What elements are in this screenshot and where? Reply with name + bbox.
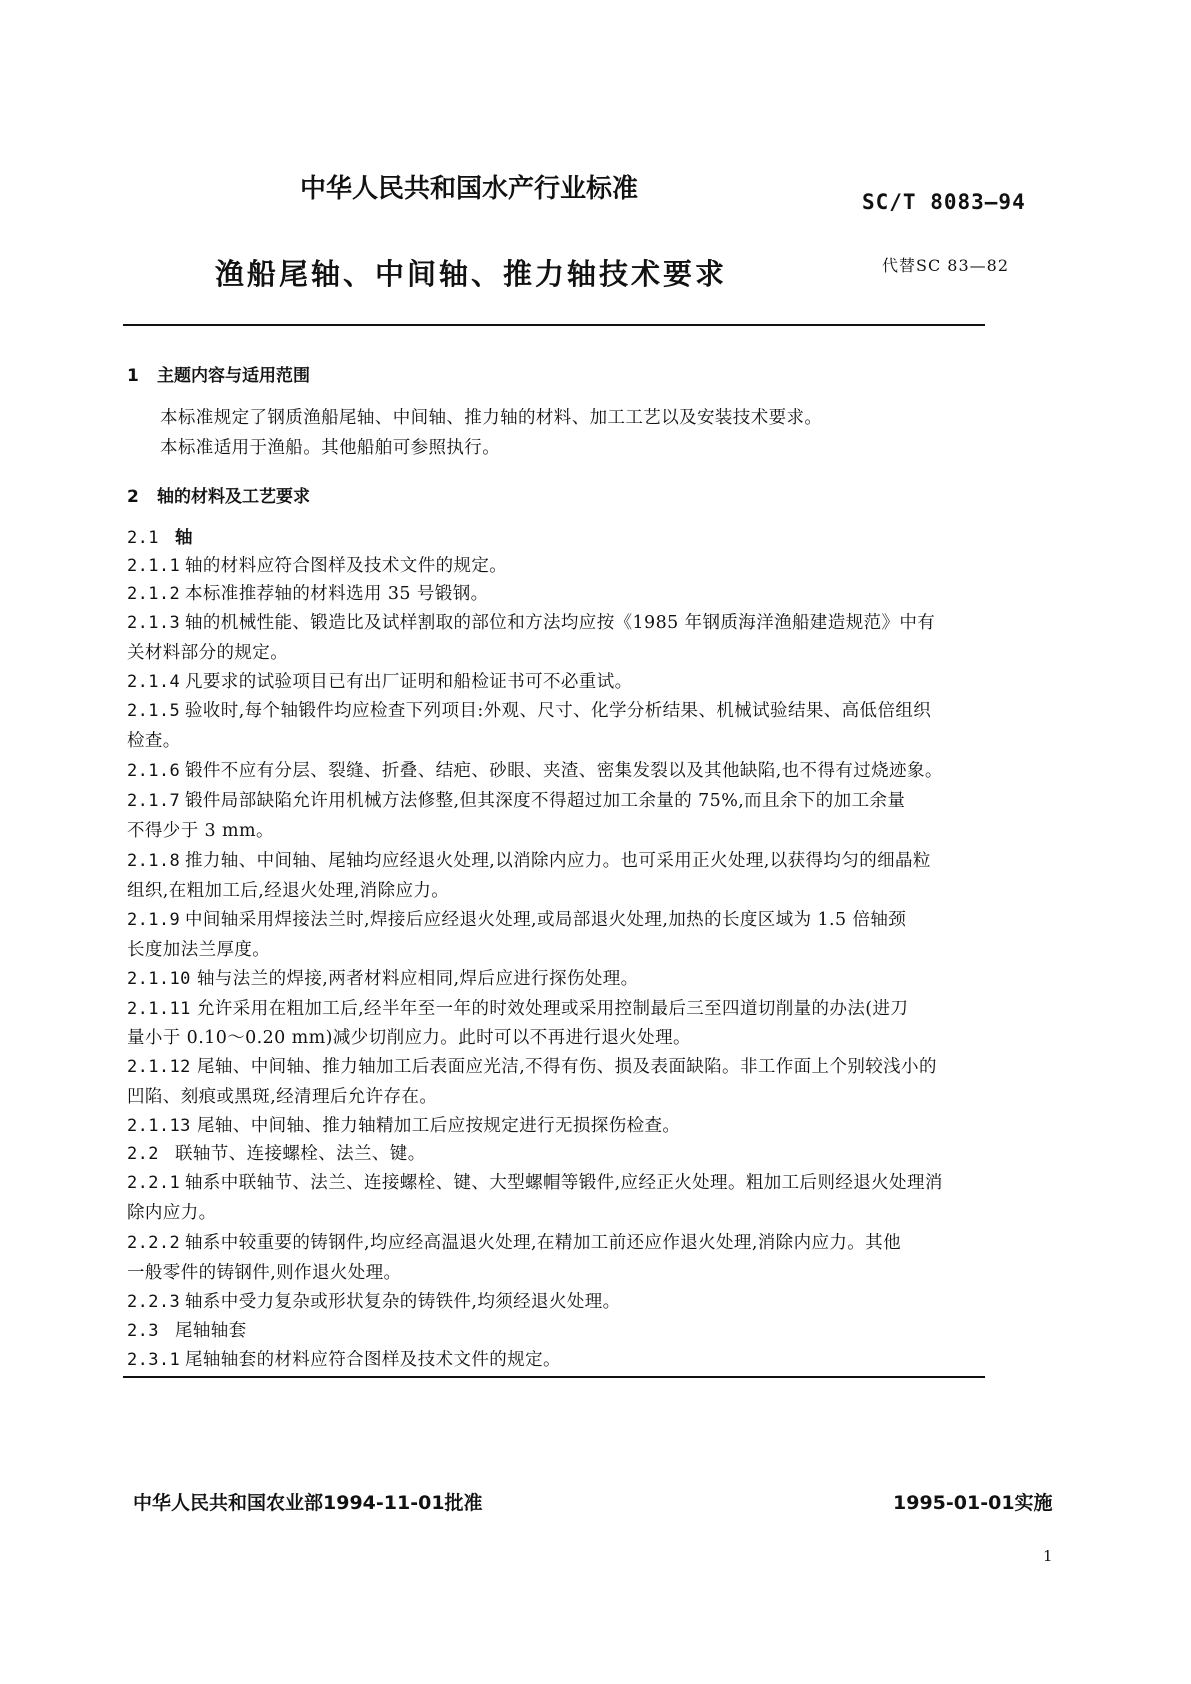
clause-2-2-2-continued: 一般零件的铸钢件,则作退火处理。 bbox=[127, 1263, 402, 1283]
clause-2-1-13 bbox=[127, 1112, 680, 1137]
clause-2-1-6 bbox=[127, 757, 943, 782]
clause-number: 2.1.2 bbox=[127, 584, 181, 604]
clause-text: 尾轴轴套的材料应符合图样及技术文件的规定。 bbox=[185, 1350, 561, 1370]
clause-text: 验收时,每个轴锻件均应检查下列项目:外观、尺寸、化学分析结果、机械试验结果、高低倍组织 bbox=[185, 701, 932, 721]
clause-number: 2.1.9 bbox=[127, 910, 181, 930]
clause-text: 尾轴、中间轴、推力轴精加工后应按规定进行无损探伤检查。 bbox=[197, 1116, 681, 1136]
clause-text: 凡要求的试验项目已有出厂证明和船检证书可不必重试。 bbox=[185, 672, 633, 692]
clause-text: 锻件不应有分层、裂缝、折叠、结疤、砂眼、夹渣、密集发裂以及其他缺陷,也不得有过烧迹象。 bbox=[185, 761, 943, 781]
clause-2-1-4 bbox=[127, 668, 633, 693]
clause-text: 轴的机械性能、锻造比及试样割取的部位和方法均应按《1985 年钢质海洋渔船建造规范》中有 bbox=[185, 613, 936, 633]
clause-2-2 bbox=[127, 1140, 426, 1165]
clause-text: 锻件局部缺陷允许用机械方法修整,但其深度不得超过加工余量的 75%,而且余下的加工余量 bbox=[185, 791, 906, 811]
clause-text: 轴与法兰的焊接,两者材料应相同,焊后应进行探伤处理。 bbox=[197, 969, 639, 989]
page-number: 1 bbox=[1043, 1547, 1053, 1565]
clause-number: 2.1 bbox=[127, 528, 159, 548]
footer-divider bbox=[123, 1376, 985, 1378]
clause-number: 2.1.11 bbox=[127, 999, 191, 1019]
clause-2-1-12 bbox=[127, 1053, 937, 1078]
section-number: 1 bbox=[127, 366, 139, 386]
clause-number: 2.1.12 bbox=[127, 1057, 191, 1077]
replaces-standard: 代替SC 83—82 bbox=[882, 256, 1010, 275]
clause-number: 2.1.3 bbox=[127, 613, 181, 633]
clause-number: 2.2.2 bbox=[127, 1233, 181, 1253]
section-1-paragraph: 本标准适用于渔船。其他船舶可参照执行。 bbox=[160, 438, 501, 458]
clause-2-1-12-continued: 凹陷、刻痕或黑斑,经清理后允许存在。 bbox=[127, 1087, 438, 1107]
section-number: 2 bbox=[127, 487, 139, 507]
clause-text: 推力轴、中间轴、尾轴均应经退火处理,以消除内应力。也可采用正火处理,以获得均匀的细晶粒 bbox=[185, 851, 931, 871]
clause-number: 2.1.6 bbox=[127, 761, 181, 781]
clause-text: 尾轴轴套 bbox=[175, 1321, 247, 1341]
document-title: 渔船尾轴、中间轴、推力轴技术要求 bbox=[215, 257, 728, 291]
section-1-paragraph: 本标准规定了钢质渔船尾轴、中间轴、推力轴的材料、加工工艺以及安装技术要求。 bbox=[160, 408, 823, 428]
clause-2-2-2 bbox=[127, 1229, 901, 1254]
section-title: 轴的材料及工艺要求 bbox=[157, 487, 310, 507]
clause-number: 2.1.5 bbox=[127, 701, 181, 721]
clause-2-1-3 bbox=[127, 609, 935, 634]
clause-number: 2.2.3 bbox=[127, 1292, 181, 1312]
clause-2-1-5-continued: 检查。 bbox=[127, 731, 181, 751]
clause-2-1 bbox=[127, 524, 193, 549]
section-title: 主题内容与适用范围 bbox=[157, 366, 310, 386]
clause-text: 中间轴采用焊接法兰时,焊接后应经退火处理,或局部退火处理,加热的长度区域为 1.5 倍轴颈 bbox=[185, 910, 907, 930]
clause-2-2-1-continued: 除内应力。 bbox=[127, 1203, 217, 1223]
clause-text: 轴的材料应符合图样及技术文件的规定。 bbox=[185, 556, 508, 576]
clause-text: 轴系中较重要的铸钢件,均应经高温退火处理,在精加工前还应作退火处理,消除内应力。其他 bbox=[185, 1233, 901, 1253]
clause-2-2-3 bbox=[127, 1288, 621, 1313]
clause-number: 2.1.8 bbox=[127, 851, 181, 871]
clause-2-2-1 bbox=[127, 1169, 943, 1194]
section-1-heading bbox=[127, 361, 310, 386]
clause-text: 联轴节、连接螺栓、法兰、键。 bbox=[175, 1144, 426, 1164]
clause-2-1-2 bbox=[127, 580, 489, 605]
clause-text: 允许采用在粗加工后,经半年至一年的时效处理或采用控制最后三至四道切削量的办法(进刀 bbox=[197, 999, 909, 1019]
approval-line: 中华人民共和国农业部1994-11-01批准 bbox=[133, 1492, 483, 1514]
clause-2-1-1 bbox=[127, 552, 507, 577]
clause-2-1-5 bbox=[127, 697, 931, 722]
clause-text: 尾轴、中间轴、推力轴加工后表面应光洁,不得有伤、损及表面缺陷。非工作面上个别较浅小的 bbox=[197, 1057, 937, 1077]
standard-code: SC/T 8083—94 bbox=[862, 190, 1026, 214]
clause-number: 2.3 bbox=[127, 1321, 159, 1341]
clause-2-1-9-continued: 长度加法兰厚度。 bbox=[127, 940, 271, 960]
clause-number: 2.3.1 bbox=[127, 1350, 181, 1370]
clause-number: 2.1.10 bbox=[127, 969, 191, 989]
clause-number: 2.1.13 bbox=[127, 1116, 191, 1136]
clause-2-1-7 bbox=[127, 787, 905, 812]
clause-text: 轴系中联轴节、法兰、连接螺栓、键、大型螺帽等锻件,应经正火处理。粗加工后则经退火处理消 bbox=[185, 1173, 943, 1193]
clause-2-1-9 bbox=[127, 906, 906, 931]
clause-number: 2.2.1 bbox=[127, 1173, 181, 1193]
clause-number: 2.1.4 bbox=[127, 672, 181, 692]
clause-number: 2.1.1 bbox=[127, 556, 181, 576]
clause-2-3-1 bbox=[127, 1346, 561, 1371]
effective-date: 1995-01-01实施 bbox=[893, 1492, 1053, 1514]
header-divider bbox=[123, 324, 985, 326]
clause-2-1-11 bbox=[127, 995, 908, 1020]
clause-2-1-3-continued: 关材料部分的规定。 bbox=[127, 643, 289, 663]
clause-text: 轴 bbox=[175, 528, 193, 548]
clause-2-1-11-continued: 量小于 0.10～0.20 mm)减少切削应力。此时可以不再进行退火处理。 bbox=[127, 1028, 691, 1048]
clause-number: 2.2 bbox=[127, 1144, 159, 1164]
section-2-heading bbox=[127, 482, 310, 507]
clause-number: 2.1.7 bbox=[127, 791, 181, 811]
clause-text: 本标准推荐轴的材料选用 35 号锻钢。 bbox=[185, 584, 489, 604]
clause-2-1-8 bbox=[127, 847, 931, 872]
standard-category-heading: 中华人民共和国水产行业标准 bbox=[300, 174, 639, 204]
clause-2-3 bbox=[127, 1317, 247, 1342]
clause-2-1-7-continued: 不得少于 3 mm。 bbox=[127, 821, 274, 841]
clause-2-1-10 bbox=[127, 965, 639, 990]
clause-2-1-8-continued: 组织,在粗加工后,经退火处理,消除应力。 bbox=[127, 881, 450, 901]
clause-text: 轴系中受力复杂或形状复杂的铸铁件,均须经退火处理。 bbox=[185, 1292, 621, 1312]
